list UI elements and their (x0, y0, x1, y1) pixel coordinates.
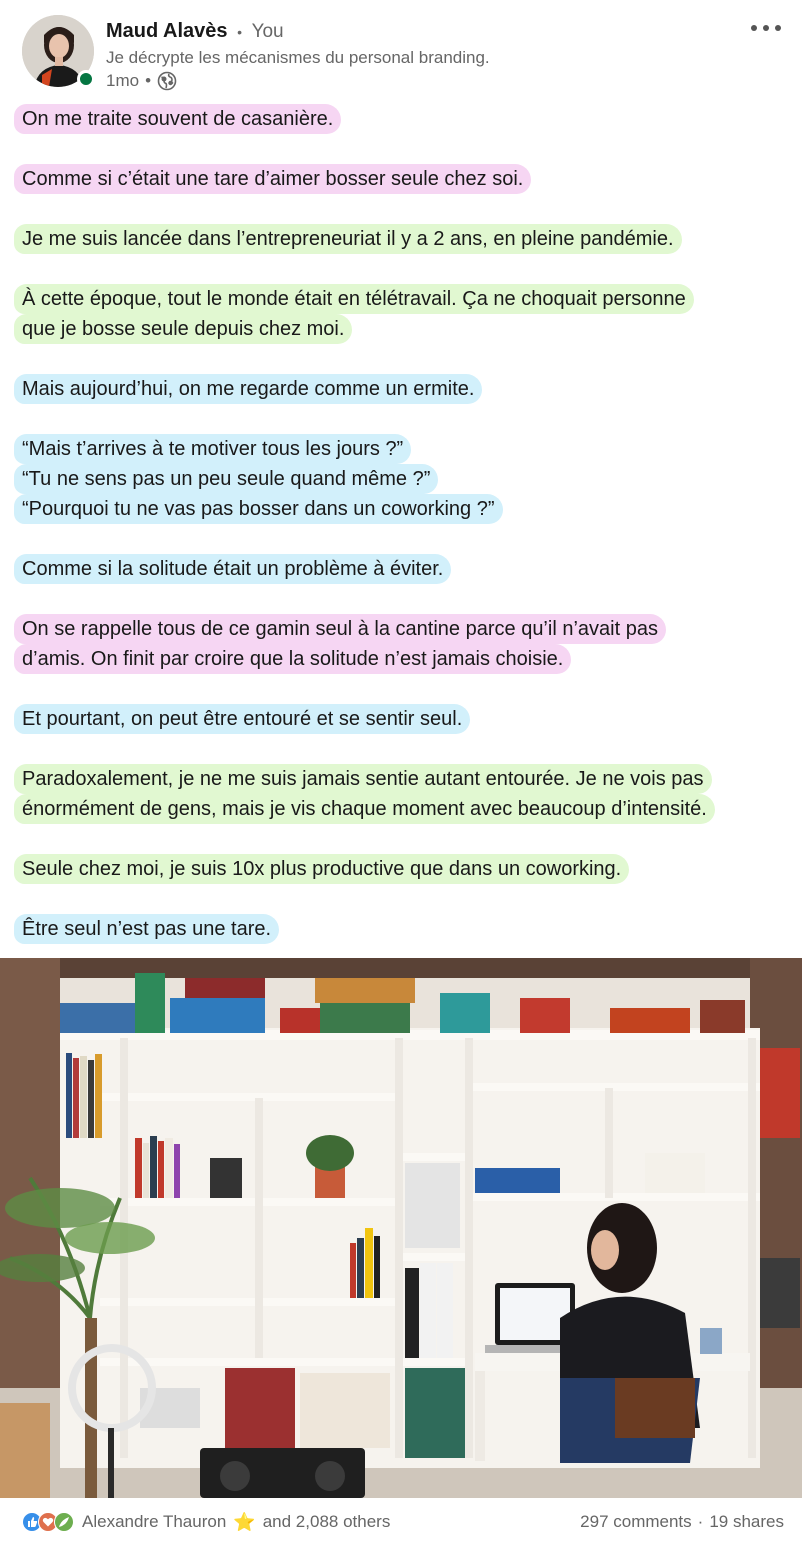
author-headline: Je décrypte les mécanismes du personal branding. (106, 48, 490, 67)
star-icon: ⭐ (233, 1511, 256, 1532)
highlighted-text-line: Mais aujourd’hui, on me regarde comme un ermite. (14, 374, 482, 404)
comments-count[interactable]: 297 comments (580, 1512, 692, 1531)
author-name[interactable]: Maud Alavès (106, 20, 228, 42)
online-status-indicator (77, 70, 95, 88)
reactions-others: and 2,088 others (262, 1512, 391, 1531)
highlighted-text-line: “Pourquoi tu ne vas pas bosser dans un coworking ?” (14, 494, 503, 524)
post-paragraph (14, 914, 794, 944)
post-paragraph (14, 854, 794, 884)
home-office-illustration (0, 958, 802, 1498)
highlighted-text-line: Comme si la solitude était un problème à éviter. (14, 554, 451, 584)
post-paragraph (14, 434, 794, 524)
highlighted-text-line: On se rappelle tous de ce gamin seul à la cantine parce qu’il n’avait pas (14, 614, 666, 644)
globe-icon (157, 71, 177, 91)
post-meta (106, 70, 177, 92)
post-paragraph (14, 554, 794, 584)
support-reaction-icon (54, 1512, 74, 1532)
post-paragraph (14, 164, 794, 194)
reaction-icons (22, 1512, 74, 1532)
post-header (0, 0, 802, 94)
post-paragraph (14, 374, 794, 404)
highlighted-text-line: Paradoxalement, je ne me suis jamais sentie autant entourée. Je ne vois pas (14, 764, 712, 794)
author-name-line (106, 18, 284, 45)
post-paragraph (14, 224, 794, 254)
highlighted-text-line: Et pourtant, on peut être entouré et se sentir seul. (14, 704, 470, 734)
highlighted-text-line: “Mais t’arrives à te motiver tous les jours ?” (14, 434, 411, 464)
highlighted-text-line: Seule chez moi, je suis 10x plus productive que dans un coworking. (14, 854, 629, 884)
highlighted-text-line: Je me suis lancée dans l’entrepreneuriat il y a 2 ans, en pleine pandémie. (14, 224, 682, 254)
highlighted-text-line: Comme si c’était une tare d’aimer bosser seule chez soi. (14, 164, 531, 194)
highlighted-text-line: énormément de gens, mais je vis chaque moment avec beaucoup d’intensité. (14, 794, 715, 824)
post-paragraph (14, 104, 794, 134)
social-counts (0, 1498, 802, 1546)
author-avatar[interactable] (22, 15, 94, 87)
post-paragraph (14, 614, 794, 674)
separator-dot: • (145, 71, 152, 90)
reactions-summary[interactable] (22, 1512, 390, 1533)
shares-count[interactable]: 19 shares (709, 1512, 784, 1531)
reactor-name[interactable]: Alexandre Thauron (82, 1512, 227, 1531)
post-paragraph (14, 764, 794, 824)
highlighted-text-line: On me traite souvent de casanière. (14, 104, 341, 134)
post-paragraph (14, 704, 794, 734)
separator-dot: · (697, 1512, 704, 1531)
highlighted-text-line: Être seul n’est pas une tare. (14, 914, 279, 944)
post-text (14, 104, 794, 974)
highlighted-text-line: d’amis. On finit par croire que la solitude n’est jamais choisie. (14, 644, 571, 674)
post-paragraph (14, 284, 794, 344)
highlighted-text-line: “Tu ne sens pas un peu seule quand même ?” (14, 464, 438, 494)
highlighted-text-line: que je bosse seule depuis chez moi. (14, 314, 352, 344)
ellipsis-icon (750, 24, 782, 32)
more-options-button[interactable] (748, 14, 784, 42)
highlighted-text-line: À cette époque, tout le monde était en télétravail. Ça ne choquait personne (14, 284, 694, 314)
post-image[interactable] (0, 958, 802, 1498)
connection-degree: You (251, 21, 284, 42)
separator-dot: • (237, 24, 242, 40)
engagement-counts (580, 1512, 784, 1532)
post-time[interactable]: 1mo (106, 71, 140, 90)
